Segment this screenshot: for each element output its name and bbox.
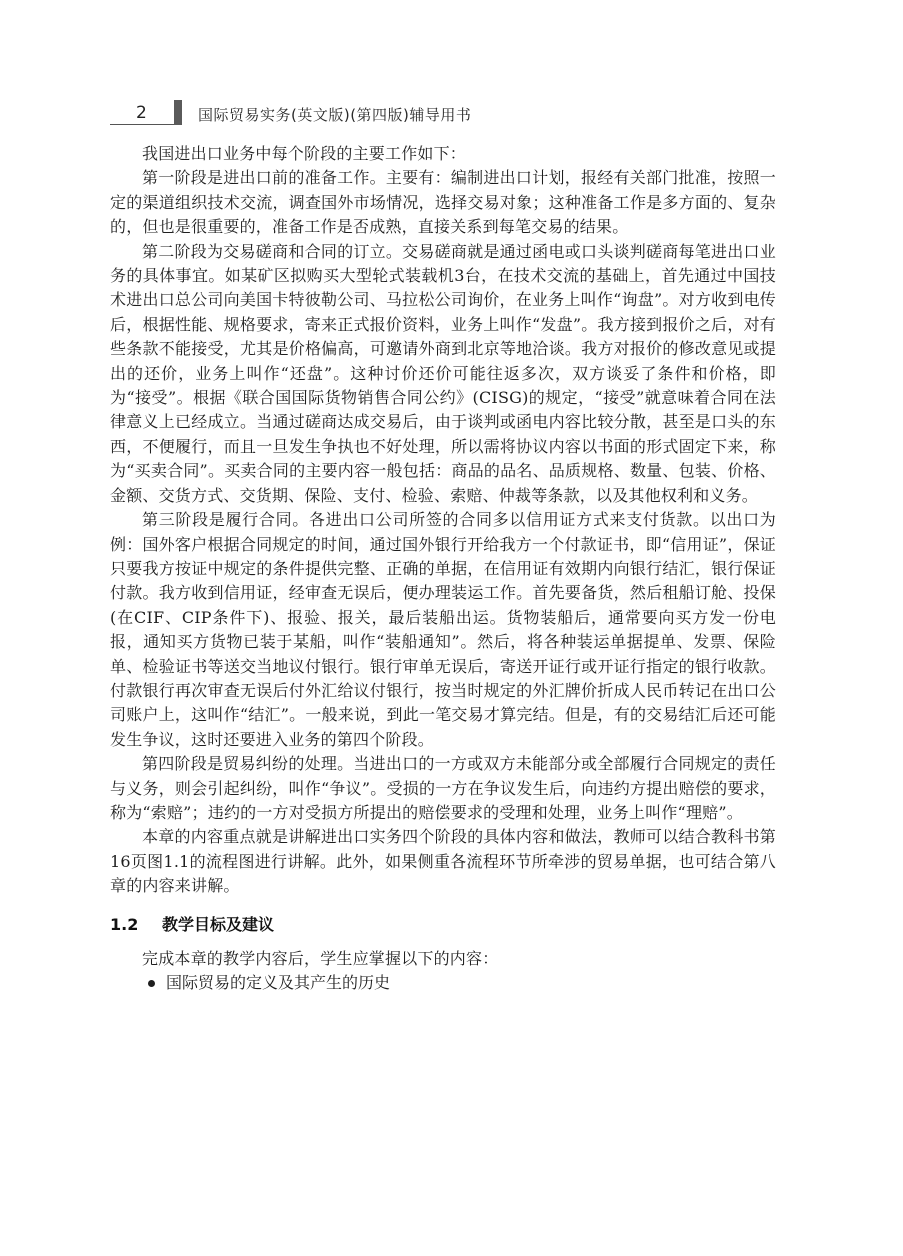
section-number: 1.2 (110, 914, 139, 934)
page-number: 2 (136, 103, 147, 123)
paragraph-stage-four: 第四阶段是贸易纠纷的处理。当进出口的一方或双方未能部分或全部履行合同规定的责任与义务，则会引起纠纷，叫作“争议”。受损的一方在争议发生后，向违约方提出赔偿的要求，称为“索赔”；违约的一方对受损方所提出的赔偿要求的受理和处理，业务上叫作“理赔”。 (110, 754, 776, 822)
paragraph-stage-one: 第一阶段是进出口前的准备工作。主要有：编制进出口计划，报经有关部门批准，按照一定的渠道组织技术交流，调查国外市场情况，选择交易对象；这种准备工作是多方面的、复杂的，但也是很重要的，准备工作是否成熟，直接关系到每笔交易的结果。 (110, 168, 776, 237)
paragraph-chapter-focus: 本章的内容重点就是讲解进出口实务四个阶段的具体内容和做法，教师可以结合教科书第16页图1.1的流程图进行讲解。此外，如果侧重各流程环节所牵涉的贸易单据，也可结合第八章的内容来讲解。 (110, 827, 776, 896)
list-item (110, 971, 776, 995)
paragraph-intro: 我国进出口业务中每个阶段的主要工作如下： (142, 144, 467, 163)
book-title: 国际贸易实务(英文版)(第四版)辅导用书 (198, 106, 472, 124)
list-item-text: 国际贸易的定义及其产生的历史 (166, 973, 391, 992)
section-heading (110, 911, 776, 939)
paragraph-stage-two: 第二阶段为交易磋商和合同的订立。交易磋商就是通过函电或口头谈判磋商每笔进出口业务的具体事宜。如某矿区拟购买大型轮式装载机3台，在技术交流的基础上，首先通过中国技术进出口总公司向美国卡特彼勒公司、马拉松公司询价，在业务上叫作“询盘”。对方收到电传后，根据性能、规格要求，寄来正式报价资料，业务上叫作“发盘”。我方接到报价之后，对有些条款不能接受，尤其是价格偏高，可邀请外商到北京等地洽谈。我方对报价的修改意见或提出的还价，业务上叫作“还盘”。这种讨价还价可能往返多次，双方谈妥了条件和价格，即为“接受”。根据《联合国国际货物销售合同公约》(CISG)的规定，“接受”就意味着合同在法律意义上已经成立。当通过磋商达成交易后，由于谈判或函电内容比较分散，甚至是口头的东西，不便履行，而且一旦发生争执也不好处理，所以需将协议内容以书面的形式固定下来，称为“买卖合同”。买卖合同的主要内容一般包括：商品的品名、品质规格、数量、包装、价格、金额、交货方式、交货期、保险、支付、检验、索赔、仲裁等条款，以及其他权利和义务。 (110, 241, 776, 505)
running-head (110, 100, 800, 130)
section-title: 教学目标及建议 (162, 914, 275, 934)
section-intro: 完成本章的教学内容后，学生应掌握以下的内容： (142, 948, 499, 968)
paragraph-stage-three: 第三阶段是履行合同。各进出口公司所签的合同多以信用证方式来支付货款。以出口为例：国外客户根据合同规定的时间，通过国外银行开给我方一个付款证书，即“信用证”，保证只要我方按证中规定的条件提供完整、正确的单据，在信用证有效期内向银行结汇，银行保证付款。我方收到信用证，经审查无误后，便办理装运工作。首先要备货，然后租船订舱、投保(在CIF、CIP条件下)、报验、报关，最后装船出运。货物装船后，通常要向买方发一份电报，通知买方货物已装于某船，叫作“装船通知”。然后，将各种装运单据提单、发票、保险单、检验证书等送交当地议付银行。银行审单无误后，寄送开证行或开证行指定的银行收款。付款银行再次审查无误后付外汇给议付银行，按当时规定的外汇牌价折成人民币转记在出口公司账户上，这叫作“结汇”。一般来说，到此一笔交易才算完结。但是，有的交易结汇后还可能发生争议，这时还要进入业务的第四个阶段。 (110, 510, 776, 749)
main-text (110, 142, 776, 995)
objectives-list (110, 971, 776, 995)
header-rule (110, 124, 174, 125)
header-bar (174, 100, 182, 125)
bullet-icon (148, 980, 155, 987)
